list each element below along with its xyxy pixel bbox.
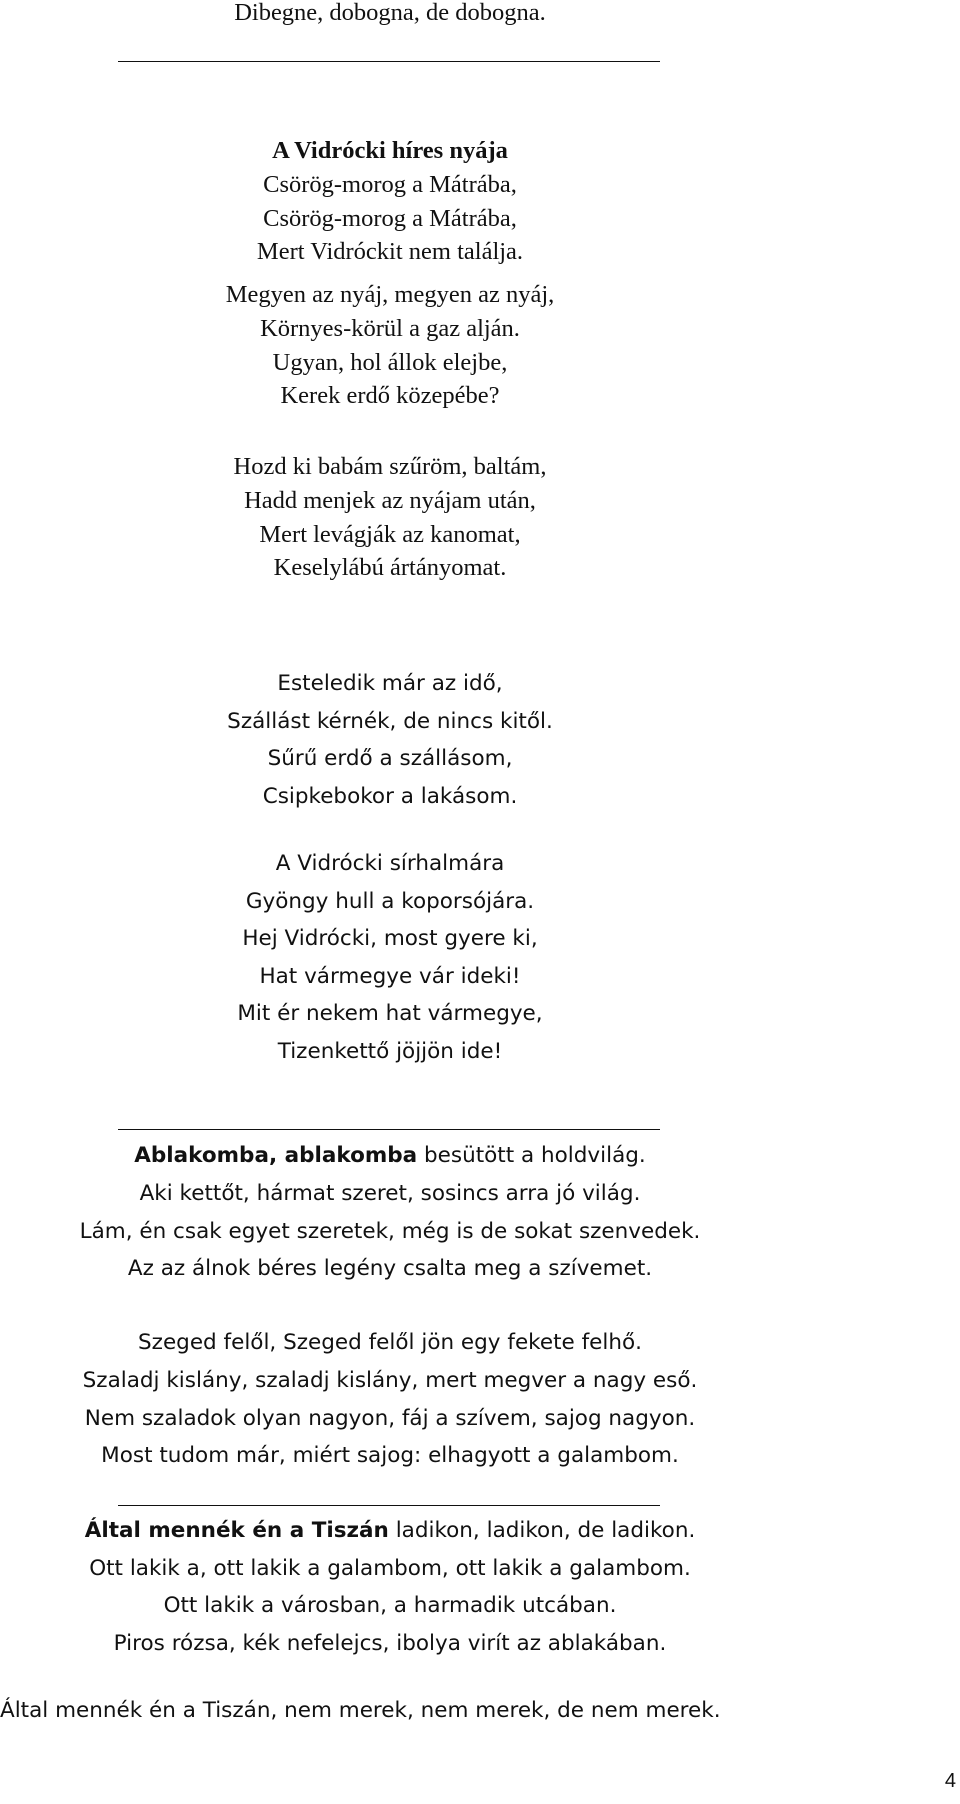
verse-line: Szeged felől, Szeged felől jön egy fekete felhő. [138, 1330, 642, 1355]
verse-line: Aki kettőt, hármat szeret, sosincs arra jó világ. [139, 1180, 641, 1206]
verse-line: Hej Vidrócki, most gyere ki, [242, 926, 538, 952]
verse-line: Lám, én csak egyet szeretek, még is de sokat szenvedek. [79, 1218, 701, 1244]
verse-line: Dibegne, dobogna, de dobogna. [234, 0, 546, 26]
section-divider [118, 1129, 660, 1130]
verse-line: Az az álnok béres legény csalta meg a szívemet. [127, 1256, 653, 1282]
verse-line: Keselylábú ártányomat. [273, 554, 507, 582]
verse-line: Ott lakik a, ott lakik a galambom, ott lakik a galambom. [89, 1555, 691, 1581]
verse-line: A Vidrócki sírhalmára [275, 851, 505, 876]
verse-line: Mit ér nekem hat vármegye, [237, 1001, 543, 1027]
verse-line: Sűrű erdő a szállásom, [267, 746, 513, 772]
stanza [0, 450, 780, 585]
stanza [0, 665, 780, 815]
verse-line: Csörög-morog a Mátrába, [263, 204, 517, 232]
verse-line: Mert levágják az kanomat, [259, 520, 521, 548]
song-altal-mennek [0, 1512, 780, 1662]
verse-line: Szállást kérnék, de nincs kitől. [227, 708, 553, 734]
song-title: Által mennék én a Tiszán [84, 1518, 389, 1543]
verse-line: Ugyan, hol állok elejbe, [272, 348, 508, 376]
verse-line: Gyöngy hull a koporsójára. [245, 888, 535, 914]
verse-line: Hadd menjek az nyájam után, [244, 486, 536, 514]
verse-line: Környes-körül a gaz alján. [260, 314, 520, 342]
verse-text: ladikon, ladikon, de ladikon. [388, 1518, 696, 1543]
verse-top [0, 0, 780, 30]
song-ablakomba [0, 1137, 780, 1288]
verse-line: Ott lakik a városban, a harmadik utcában. [163, 1593, 617, 1618]
verse-line: Kerek erdő közepébe? [280, 382, 500, 410]
verse-line: Csörög-morog a Mátrába, [263, 170, 517, 198]
verse-line: Hat vármegye vár ideki! [259, 963, 521, 989]
song-title: Ablakomba, ablakomba [134, 1143, 418, 1168]
song-title: A Vidrócki híres nyája [272, 137, 508, 164]
verse-line-left: Által mennék én a Tiszán, nem merek, nem merek, de nem merek. [0, 1698, 721, 1723]
verse-line: Nem szaladok olyan nagyon, fáj a szívem, sajog nagyon. [84, 1405, 696, 1431]
song-title-line [0, 1137, 780, 1175]
song-vidrocki [0, 134, 780, 269]
verse-line: Csipkebokor a lakásom. [262, 783, 518, 809]
page-number: 4 [944, 1770, 956, 1792]
verse-text: besütött a holdvilág. [417, 1143, 646, 1168]
verse-line: Megyen az nyáj, megyen az nyáj, [225, 281, 555, 308]
section-divider [118, 61, 660, 62]
section-divider [118, 1505, 660, 1506]
song-title-line [0, 1512, 780, 1550]
verse-line: Tizenkettő jöjjön ide! [277, 1038, 503, 1064]
verse-line: Szaladj kislány, szaladj kislány, mert megver a nagy eső. [82, 1367, 698, 1393]
verse-line: Most tudom már, miért sajog: elhagyott a galambom. [101, 1443, 679, 1469]
stanza [0, 278, 780, 413]
verse-line: Mert Vidróckit nem találja. [256, 238, 524, 266]
verse-line: Hozd ki babám szűröm, baltám, [233, 453, 547, 480]
verse-line: Piros rózsa, kék nefelejcs, ibolya virít az ablakában. [113, 1630, 667, 1656]
verse-line: Esteledik már az idő, [277, 671, 503, 696]
stanza [0, 1324, 780, 1475]
stanza [0, 845, 780, 1071]
